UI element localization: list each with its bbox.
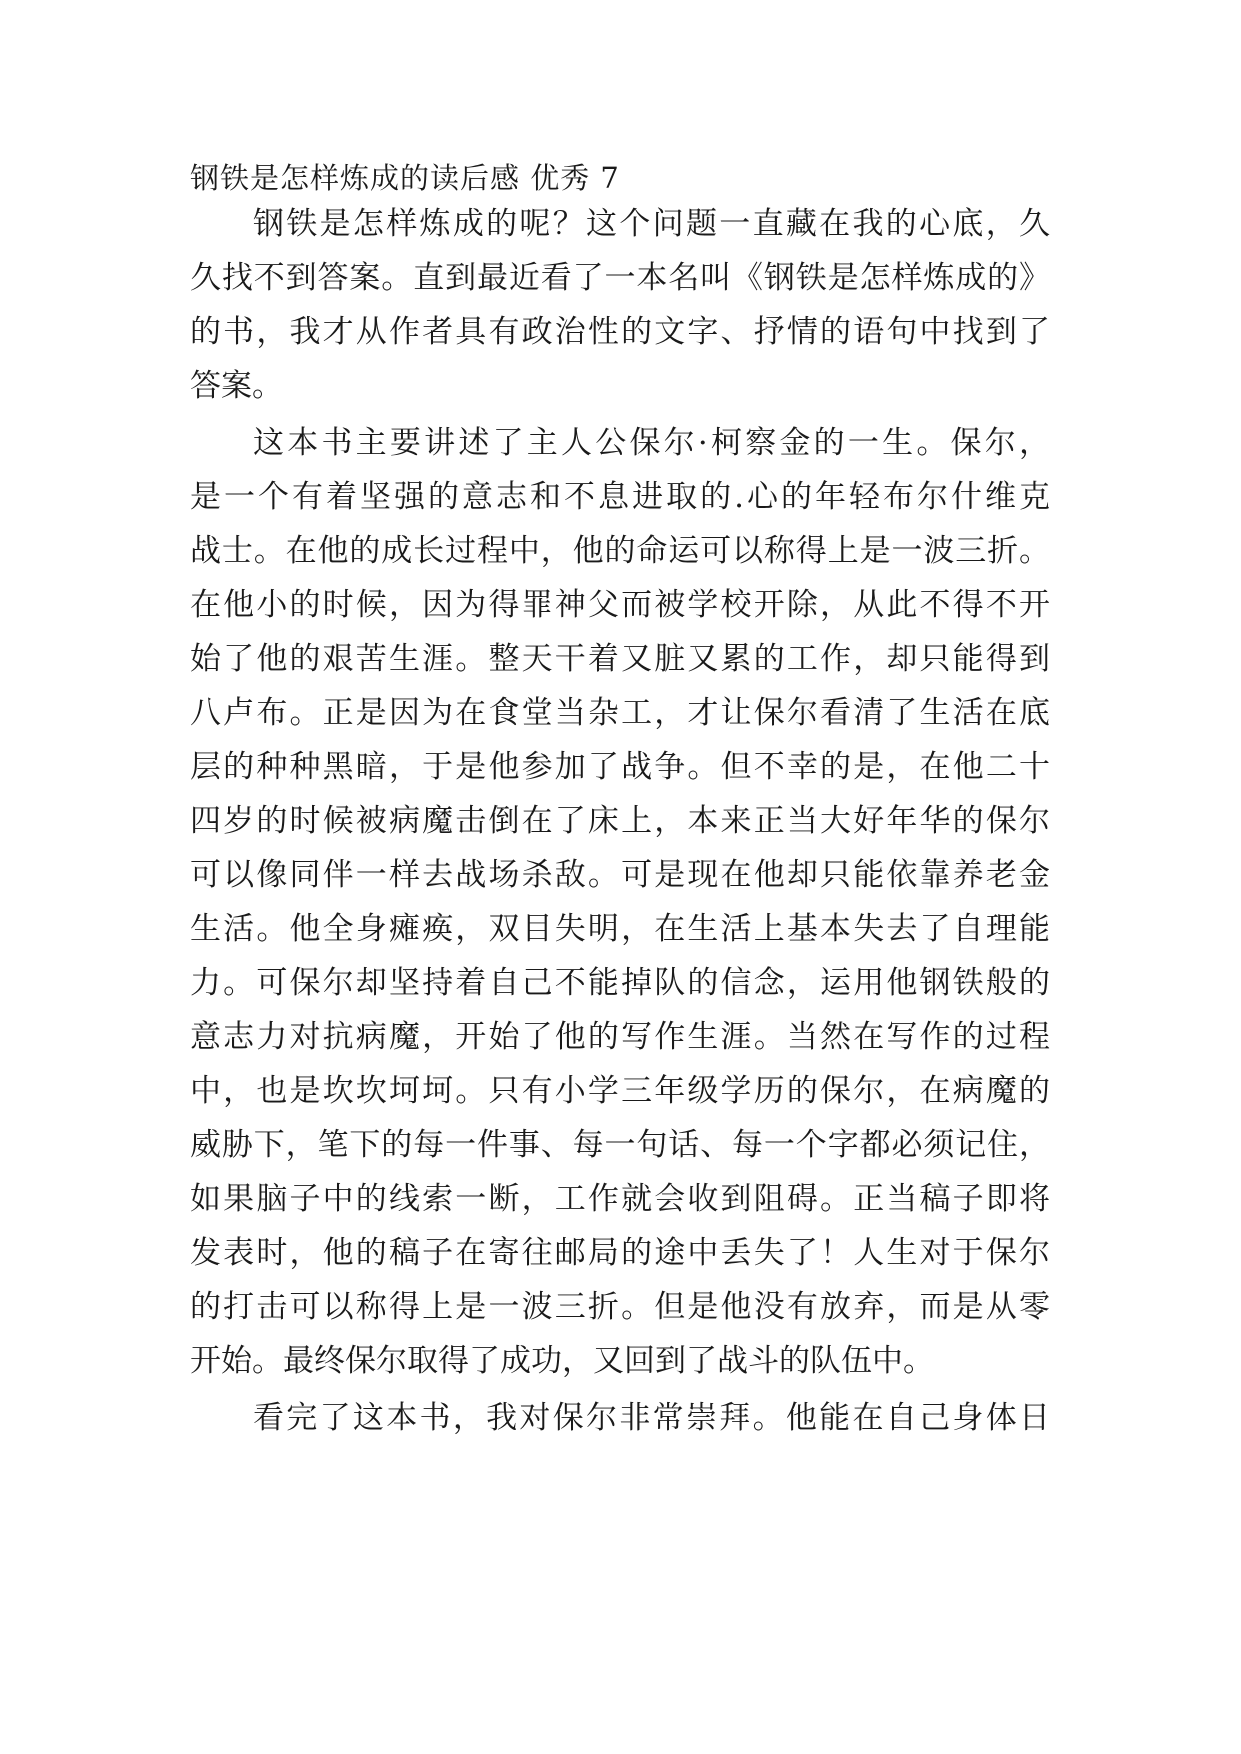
- document-title: 钢铁是怎样炼成的读后感 优秀 7: [190, 161, 620, 195]
- paragraph-2-line-11: 力。可保尔却坚持着自己不能掉队的信念，运用他钢铁般的: [190, 965, 1050, 1001]
- paragraph-2-line-3: 战士。在他的成长过程中，他的命运可以称得上是一波三折。: [190, 533, 1050, 569]
- paragraph-2-line-10: 生活。他全身瘫痪，双目失明，在生活上基本失去了自理能: [190, 911, 1050, 947]
- paragraph-2-line-8: 四岁的时候被病魔击倒在了床上，本来正当大好年华的保尔: [190, 803, 1050, 839]
- paragraph-2-line-18: 开始。最终保尔取得了成功，又回到了战斗的队伍中。: [190, 1343, 934, 1379]
- paragraph-2-line-7: 层的种种黑暗，于是他参加了战争。但不幸的是，在他二十: [190, 749, 1050, 785]
- paragraph-2-line-6: 八卢布。正是因为在食堂当杂工，才让保尔看清了生活在底: [190, 695, 1050, 731]
- paragraph-2-line-13: 中，也是坎坎坷坷。只有小学三年级学历的保尔，在病魔的: [190, 1073, 1050, 1109]
- paragraph-1-line-3: 的书，我才从作者具有政治性的文字、抒情的语句中找到了: [190, 314, 1050, 350]
- paragraph-2-line-12: 意志力对抗病魔，开始了他的写作生涯。当然在写作的过程: [190, 1019, 1050, 1055]
- paragraph-1-line-4: 答案。: [190, 368, 283, 404]
- paragraph-2-line-5: 始了他的艰苦生涯。整天干着又脏又累的工作，却只能得到: [190, 641, 1050, 677]
- paragraph-1-line-1: 钢铁是怎样炼成的呢？这个问题一直藏在我的心底，久: [253, 206, 1050, 242]
- paragraph-2-line-2: 是一个有着坚强的意志和不息进取的.心的年轻布尔什维克: [190, 479, 1050, 515]
- paragraph-2-line-4: 在他小的时候，因为得罪神父而被学校开除，从此不得不开: [190, 587, 1050, 623]
- paragraph-2-line-16: 发表时，他的稿子在寄往邮局的途中丢失了！人生对于保尔: [190, 1235, 1050, 1271]
- paragraph-2-line-14: 威胁下，笔下的每一件事、每一句话、每一个字都必须记住，: [190, 1127, 1050, 1163]
- paragraph-1-line-2: 久找不到答案。直到最近看了一本名叫《钢铁是怎样炼成的》: [190, 260, 1050, 296]
- paragraph-2-line-9: 可以像同伴一样去战场杀敌。可是现在他却只能依靠养老金: [190, 857, 1050, 893]
- paragraph-2-line-1: 这本书主要讲述了主人公保尔·柯察金的一生。保尔，: [253, 425, 1050, 461]
- paragraph-2-line-15: 如果脑子中的线索一断，工作就会收到阻碍。正当稿子即将: [190, 1181, 1050, 1217]
- paragraph-2-line-17: 的打击可以称得上是一波三折。但是他没有放弃，而是从零: [190, 1289, 1050, 1325]
- paragraph-3-line-1: 看完了这本书，我对保尔非常崇拜。他能在自己身体日: [253, 1400, 1050, 1436]
